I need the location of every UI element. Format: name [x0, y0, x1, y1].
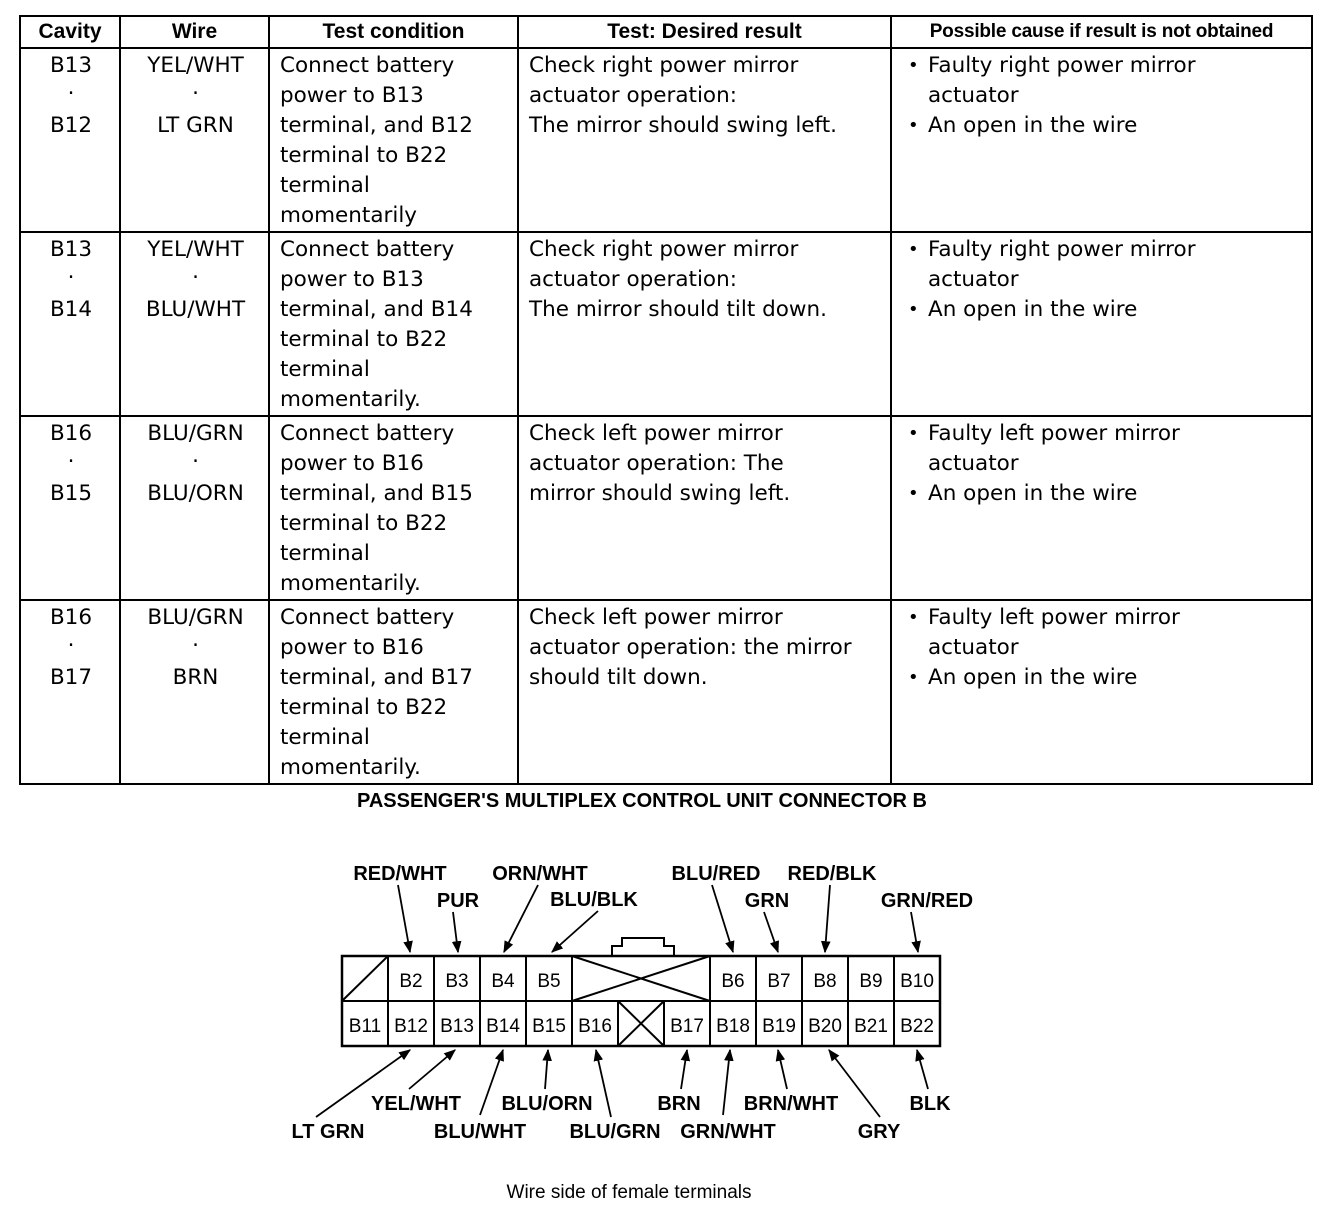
range-separator: . — [192, 627, 199, 652]
wire-label-b18: GRN/WHT — [680, 1121, 776, 1143]
test-condition-cell-line: momentarily. — [280, 755, 421, 780]
header-desired-result: Test: Desired result — [518, 16, 891, 48]
wire-arrow-b17 — [681, 1050, 687, 1089]
desired-result-cell-line: Check left power mirror — [529, 605, 783, 630]
test-condition-cell-line: power to B13 — [280, 83, 424, 108]
test-condition-cell-line: momentarily. — [280, 387, 421, 412]
header-wire: Wire — [120, 16, 269, 48]
wire-label-b5: BLU/BLK — [550, 889, 638, 911]
range-separator: . — [67, 259, 75, 284]
test-condition-cell-line: terminal to B22 — [280, 327, 448, 352]
pin-label: B12 — [394, 1016, 428, 1037]
range-separator: . — [67, 627, 75, 652]
wire-cell-value: LT GRN — [157, 113, 234, 138]
cause-line: • Faulty right power mirror — [928, 237, 1196, 262]
wire-label-b14: BLU/WHT — [433, 1121, 527, 1143]
wire-arrow-b18 — [723, 1050, 730, 1115]
cavity-cell-value: B17 — [49, 665, 93, 690]
wire-arrow-b14 — [480, 1050, 503, 1115]
cause-line: actuator — [928, 83, 1019, 108]
desired-result-cell-line: mirror should swing left. — [529, 481, 791, 506]
wire-label-b8: RED/BLK — [787, 863, 877, 885]
wire-cell-value: BLU/GRN — [147, 605, 244, 630]
test-condition-cell-line: power to B16 — [280, 451, 424, 476]
cavity-cell-value: B16 — [49, 605, 93, 630]
wire-arrow-b19 — [778, 1050, 787, 1089]
desired-result-cell-line: The mirror should swing left. — [529, 113, 837, 138]
desired-result-cell-line: Check right power mirror — [529, 53, 799, 78]
test-condition-cell-line: momentarily. — [280, 571, 421, 596]
pin-label: B14 — [486, 1016, 520, 1037]
wire-arrow-b8 — [825, 885, 830, 952]
wire-label-b10: GRN/RED — [880, 890, 974, 912]
pin-label: B7 — [767, 971, 791, 992]
desired-result-cell-line: Check right power mirror — [529, 237, 799, 262]
cavity-cell-value: B13 — [49, 237, 93, 262]
test-condition-cell-line: terminal — [280, 725, 370, 750]
pin-label: B3 — [445, 971, 469, 992]
test-condition-cell-line: terminal to B22 — [280, 511, 448, 536]
wire-label-b16: BLU/GRN — [569, 1121, 661, 1143]
wire-label-b17: BRN — [657, 1093, 701, 1115]
wire-cell-value: BRN — [172, 665, 219, 690]
range-separator: . — [67, 75, 75, 100]
header-test-condition: Test condition — [269, 16, 518, 48]
pin-label: B2 — [399, 971, 423, 992]
pin-label: B10 — [900, 971, 934, 992]
wire-label-b15: BLU/ORN — [501, 1093, 593, 1115]
pin-label: B4 — [491, 971, 515, 992]
wire-label-b2: RED/WHT — [353, 863, 447, 885]
cavity-cell-value: B12 — [49, 113, 93, 138]
test-condition-cell-line: Connect battery — [280, 605, 455, 630]
empty-cavity-mark — [342, 956, 388, 1001]
test-condition-cell-line: terminal, and B14 — [280, 297, 473, 322]
test-condition-cell-line: terminal to B22 — [280, 143, 448, 168]
pin-label: B18 — [716, 1016, 750, 1037]
pin-label: B11 — [348, 1016, 382, 1037]
cause-line: • Faulty left power mirror — [928, 421, 1180, 446]
wire-label-b20: GRY — [857, 1121, 901, 1143]
pin-label: B13 — [440, 1016, 474, 1037]
wire-label-b22: BLK — [909, 1093, 951, 1115]
header-possible-cause: Possible cause if result is not obtained — [891, 16, 1312, 48]
pin-label: B22 — [900, 1016, 934, 1037]
cavity-cell-value: B15 — [49, 481, 93, 506]
wire-arrow-b2 — [398, 885, 410, 952]
range-separator: . — [192, 75, 199, 100]
pin-label: B6 — [721, 971, 745, 992]
wire-label-b19: BRN/WHT — [743, 1093, 839, 1115]
pin-label: B16 — [578, 1016, 612, 1037]
cause-line: • An open in the wire — [928, 481, 1138, 506]
cause-line: • An open in the wire — [928, 665, 1138, 690]
test-condition-cell-line: terminal to B22 — [280, 695, 448, 720]
test-condition-cell-line: Connect battery — [280, 53, 455, 78]
cavity-cell-value: B13 — [49, 53, 93, 78]
wire-label-b7: GRN — [744, 890, 790, 912]
wire-arrow-b6 — [712, 885, 733, 952]
test-condition-cell-line: momentarily — [280, 203, 418, 228]
cavity-cell-value: B14 — [49, 297, 93, 322]
wire-label-b6: BLU/RED — [671, 863, 761, 885]
desired-result-cell-line: actuator operation: — [529, 83, 737, 108]
cause-line: actuator — [928, 635, 1019, 660]
pin-label: B19 — [762, 1016, 796, 1037]
range-separator: . — [192, 259, 199, 284]
cause-line: • Faulty left power mirror — [928, 605, 1180, 630]
desired-result-cell-line: actuator operation: The — [529, 451, 784, 476]
wire-arrow-b3 — [453, 912, 458, 952]
pin-label: B5 — [537, 971, 561, 992]
wire-cell-value: BLU/ORN — [147, 481, 244, 506]
test-condition-cell-line: power to B13 — [280, 267, 424, 292]
pin-label: B15 — [532, 1016, 566, 1037]
wire-label-b12: LT GRN — [291, 1121, 365, 1143]
wire-cell-value: BLU/GRN — [147, 421, 244, 446]
wire-label-b3: PUR — [436, 890, 480, 912]
pin-label: B8 — [813, 971, 837, 992]
connector-title: PASSENGER'S MULTIPLEX CONTROL UNIT CONNECTOR B — [357, 790, 927, 812]
desired-result-cell-line: The mirror should tilt down. — [529, 297, 827, 322]
wire-cell-value: YEL/WHT — [147, 237, 244, 262]
wire-label-b4: ORN/WHT — [492, 863, 588, 885]
test-condition-cell-line: power to B16 — [280, 635, 424, 660]
desired-result-cell-line: should tilt down. — [529, 665, 708, 690]
desired-result-cell-line: actuator operation: — [529, 267, 737, 292]
pin-label: B17 — [670, 1016, 704, 1037]
wire-arrow-b15 — [545, 1050, 548, 1089]
test-condition-cell-line: terminal, and B15 — [280, 481, 473, 506]
wire-arrow-b5 — [552, 911, 598, 952]
wire-arrow-b16 — [596, 1050, 611, 1117]
test-condition-cell-line: terminal — [280, 541, 370, 566]
cause-line: • An open in the wire — [928, 113, 1138, 138]
wire-cell-value: BLU/WHT — [145, 297, 246, 322]
header-cavity: Cavity — [20, 16, 120, 48]
cause-line: actuator — [928, 267, 1019, 292]
wire-arrow-b13 — [409, 1050, 455, 1089]
wire-label-b13: YEL/WHT — [371, 1093, 461, 1115]
cause-line: • Faulty right power mirror — [928, 53, 1196, 78]
cavity-cell-value: B16 — [49, 421, 93, 446]
pin-label: B21 — [854, 1016, 888, 1037]
wire-arrow-b7 — [764, 912, 778, 952]
cause-line: actuator — [928, 451, 1019, 476]
wire-cell-value: YEL/WHT — [147, 53, 244, 78]
wire-arrow-b22 — [917, 1050, 928, 1089]
test-condition-cell-line: terminal, and B17 — [280, 665, 473, 690]
test-condition-cell-line: terminal — [280, 173, 370, 198]
pin-label: B20 — [808, 1016, 842, 1037]
cause-line: • An open in the wire — [928, 297, 1138, 322]
desired-result-cell-line: Check left power mirror — [529, 421, 783, 446]
connector-lock-tab — [612, 938, 674, 956]
desired-result-cell-line: actuator operation: the mirror — [529, 635, 852, 660]
test-condition-cell-line: terminal, and B12 — [280, 113, 473, 138]
pin-label: B9 — [859, 971, 883, 992]
test-condition-cell-line: terminal — [280, 357, 370, 382]
range-separator: . — [192, 443, 199, 468]
range-separator: . — [67, 443, 75, 468]
test-condition-cell-line: Connect battery — [280, 237, 455, 262]
wire-arrow-b10 — [911, 912, 918, 952]
test-condition-cell-line: Connect battery — [280, 421, 455, 446]
connector-caption: Wire side of female terminals — [506, 1182, 752, 1203]
wire-arrow-b4 — [504, 885, 538, 952]
